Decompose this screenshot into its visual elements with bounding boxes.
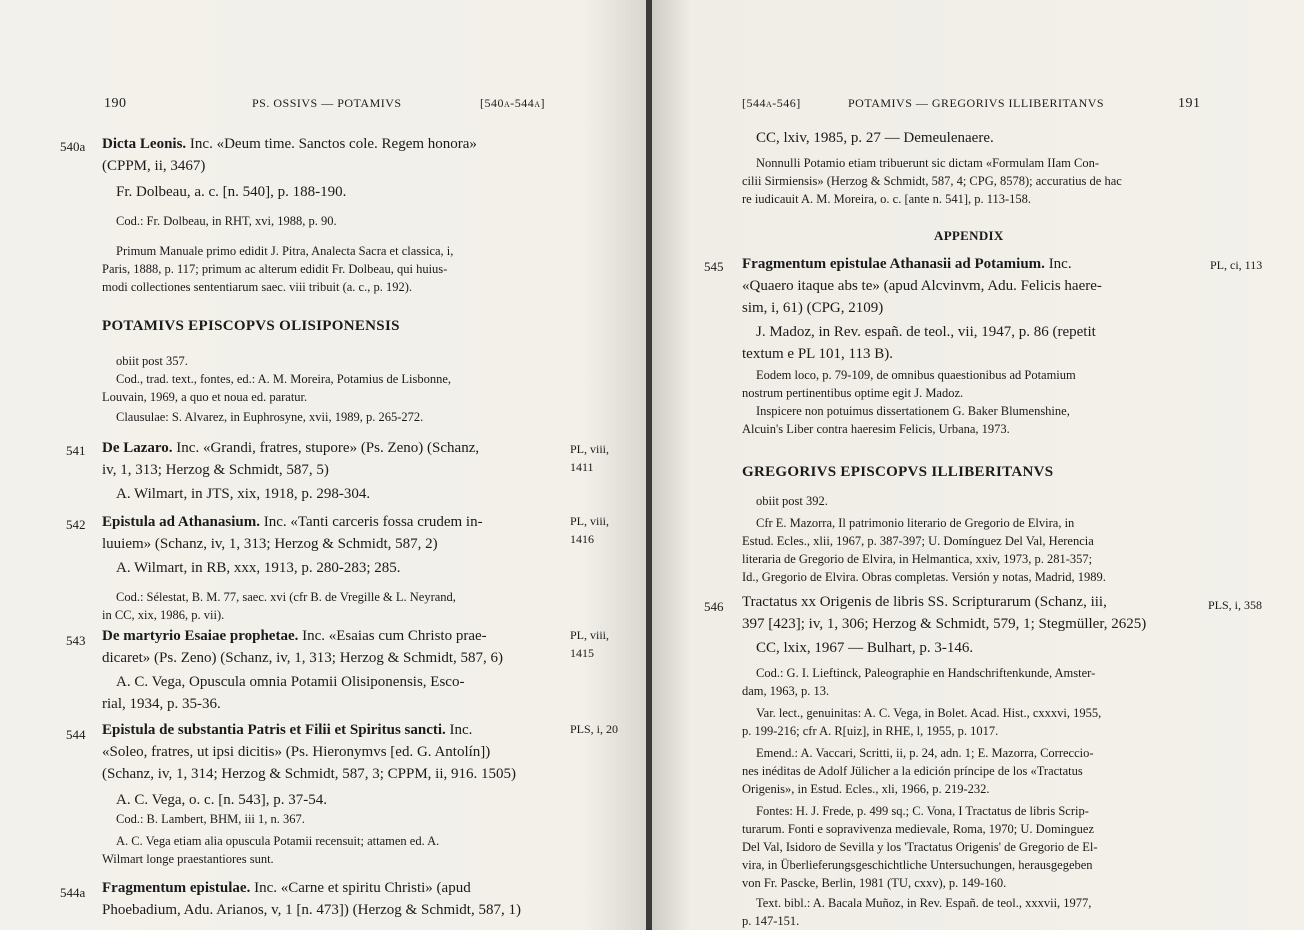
- entry-title-line: Tractatus xx Origenis de libris SS. Scripturarum (Schanz, iii,: [742, 594, 1107, 610]
- note-line: Del Val, Isidoro de Sevilla y los 'Tractatus Origenis' de Gregorio de El-: [742, 840, 1098, 854]
- note-line: Origenis», in Estud. Ecles., xli, 1966, p. 219-232.: [742, 782, 990, 796]
- edition-line: CC, lxiv, 1985, p. 27 — Demeulenaere.: [756, 130, 994, 146]
- entry-title-line: De Lazaro. Inc. «Grandi, fratres, stupore» (Ps. Zeno) (Schanz,: [102, 440, 480, 456]
- edition-line: CC, lxix, 1967 — Bulhart, p. 3-146.: [756, 640, 974, 656]
- note-line: vira, in Überlieferungsgeschichtliche Untersuchungen, herausgegeben: [742, 858, 1093, 872]
- text-line: obiit post 357.: [116, 354, 188, 368]
- margin-ref: 1416: [570, 532, 594, 546]
- note-line: cilii Sirmiensis» (Herzog & Schmidt, 587, 4; CPG, 8578); accuratius de hac: [742, 174, 1122, 188]
- note-line: Alcuin's Liber contra haeresim Felicis, Urbana, 1973.: [742, 422, 1010, 436]
- note-line: Id., Gregorio de Elvira. Obras completas. Versión y notas, Madrid, 1989.: [742, 570, 1106, 584]
- note-line: Eodem loco, p. 79-109, de omnibus quaestionibus ad Potamium: [756, 368, 1076, 382]
- note-line: von Fr. Pascke, Berlin, 1981 (TU, cxxv), p. 149-160.: [742, 876, 1007, 890]
- margin-ref: 1415: [570, 646, 594, 660]
- text-line: 397 [423]; iv, 1, 306; Herzog & Schmidt, 579, 1; Stegmüller, 2625): [742, 616, 1147, 632]
- edition-line: A. Wilmart, in JTS, xix, 1918, p. 298-304.: [116, 486, 371, 502]
- edition-line: rial, 1934, p. 35-36.: [102, 696, 221, 712]
- note-line: modi collectiones sententiarum saec. viii tribuit (a. c., p. 192).: [102, 280, 412, 294]
- left-running-head: PS. OSSIVS — POTAMIVS: [252, 96, 402, 110]
- note-line: turarum. Fonti e sopravivenza medievale, Roma, 1970; U. Dominguez: [742, 822, 1094, 836]
- margin-ref: PLS, i, 20: [570, 722, 619, 736]
- margin-ref: PL, ci, 113: [1210, 258, 1263, 272]
- edition-line: A. Wilmart, in RB, xxx, 1913, p. 280-283; 285.: [116, 560, 401, 576]
- entry-title-line: Epistula de substantia Patris et Filii et Spiritus sancti. Inc.: [102, 722, 473, 738]
- section-heading: GREGORIVS EPISCOPVS ILLIBERITANVS: [742, 464, 1054, 480]
- edition-line: J. Madoz, in Rev. españ. de teol., vii, 1947, p. 86 (repetit: [756, 324, 1096, 340]
- margin-ref: 1411: [570, 460, 594, 474]
- margin-ref: PLS, i, 358: [1208, 598, 1263, 612]
- entry-number: 540a: [60, 139, 86, 154]
- edition-line: textum e PL 101, 113 B).: [742, 346, 893, 362]
- entry-number: 542: [66, 517, 86, 532]
- text-line: luuiem» (Schanz, iv, 1, 313; Herzog & Schmidt, 587, 2): [102, 536, 438, 552]
- note-line: Estud. Ecles., xlii, 1967, p. 387-397; U. Domínguez Del Val, Herencia: [742, 534, 1094, 548]
- note-line: Cod.: Fr. Dolbeau, in RHT, xvi, 1988, p. 90.: [116, 214, 337, 228]
- note-line: Louvain, 1969, a quo et noua ed. paratur.: [102, 390, 308, 404]
- text-line: sim, i, 61) (CPG, 2109): [742, 300, 884, 316]
- note-line: Cfr E. Mazorra, Il patrimonio literario de Gregorio de Elvira, in: [756, 516, 1075, 530]
- edition-line: A. C. Vega, Opuscula omnia Potamii Olisiponensis, Esco-: [116, 674, 465, 690]
- left-page: [0, 0, 648, 930]
- left-page-number: 190: [104, 96, 127, 111]
- note-line: nostrum pertinentibus optime egit J. Madoz.: [742, 386, 964, 400]
- note-line: Emend.: A. Vaccari, Scritti, ii, p. 24, adn. 1; E. Mazorra, Correccio-: [756, 746, 1094, 760]
- entry-number: 545: [704, 259, 724, 274]
- text-line: (CPPM, ii, 3467): [102, 158, 206, 174]
- note-line: p. 199-216; cfr A. R[uiz], in RHE, l, 1955, p. 1017.: [742, 724, 999, 738]
- note-line: Cod.: Sélestat, B. M. 77, saec. xvi (cfr B. de Vregille & L. Neyrand,: [116, 590, 456, 604]
- entry-number: 543: [66, 633, 86, 648]
- note-line: dam, 1963, p. 13.: [742, 684, 830, 698]
- text-line: obiit post 392.: [756, 494, 828, 508]
- entry-number: 546: [704, 599, 724, 614]
- margin-ref: PL, viii,: [570, 628, 610, 642]
- note-line: nes inéditas de Adolf Jülicher a la edición príncipe de los «Tractatus: [742, 764, 1083, 778]
- edition-line: A. C. Vega, o. c. [n. 543], p. 37-54.: [116, 792, 327, 808]
- entry-number: 541: [66, 443, 86, 458]
- right-page-number: 191: [1178, 96, 1201, 111]
- note-line: literaria de Gregorio de Elvira, in Helmantica, xxiv, 1973, p. 281-357;: [742, 552, 1093, 566]
- note-line: p. 147-151.: [742, 914, 800, 928]
- entry-title-line: Epistula ad Athanasium. Inc. «Tanti carceris fossa crudem in-: [102, 514, 483, 530]
- note-line: Cod., trad. text., fontes, ed.: A. M. Moreira, Potamius de Lisbonne,: [116, 372, 452, 386]
- entry-title-line: Fragmentum epistulae. Inc. «Carne et spiritu Christi» (apud: [102, 880, 471, 896]
- note-line: Inspicere non potuimus dissertationem G. Baker Blumenshine,: [756, 404, 1070, 418]
- note-line: Cod.: B. Lambert, BHM, iii 1, n. 367.: [116, 812, 305, 826]
- entry-title-line: Fragmentum epistulae Athanasii ad Potamium. Inc.: [742, 256, 1072, 272]
- entry-title-line: De martyrio Esaiae prophetae. Inc. «Esaias cum Christo prae-: [102, 628, 487, 644]
- entry-number: 544: [66, 727, 86, 742]
- note-line: Fontes: H. J. Frede, p. 499 sq.; C. Vona, I Tractatus de libris Scrip-: [756, 804, 1089, 818]
- text-line: (Schanz, iv, 1, 314; Herzog & Schmidt, 587, 3; CPPM, ii, 916. 1505): [102, 766, 517, 782]
- right-running-head: POTAMIVS — GREGORIVS ILLIBERITANVS: [848, 96, 1105, 110]
- note-line: Clausulae: S. Alvarez, in Euphrosyne, xvii, 1989, p. 265-272.: [116, 410, 424, 424]
- note-line: Var. lect., genuinitas: A. C. Vega, in Bolet. Acad. Hist., cxxxvi, 1955,: [756, 706, 1102, 720]
- note-line: Paris, 1888, p. 117; primum ac alterum edidit Fr. Dolbeau, qui huius-: [102, 262, 448, 276]
- section-heading: POTAMIVS EPISCOPVS OLISIPONENSIS: [102, 318, 400, 334]
- note-line: in CC, xix, 1986, p. vii).: [102, 608, 225, 622]
- note-line: Cod.: G. I. Lieftinck, Paleographie en Handschriftenkunde, Amster-: [756, 666, 1096, 680]
- text-line: Phoebadium, Adu. Arianos, v, 1 [n. 473]) (Herzog & Schmidt, 587, 1): [102, 902, 521, 918]
- right-page-range: [544a-546]: [742, 96, 801, 110]
- text-line: «Quaero itaque abs te» (apud Alcvinvm, Adu. Felicis haere-: [742, 278, 1102, 294]
- edition-line: Fr. Dolbeau, a. c. [n. 540], p. 188-190.: [116, 184, 347, 200]
- text-line: «Soleo, fratres, ut ipsi dicitis» (Ps. Hieronymvs [ed. G. Antolín]): [102, 744, 491, 760]
- margin-ref: PL, viii,: [570, 442, 610, 456]
- left-page-range: [540a-544a]: [480, 96, 546, 110]
- right-page: [652, 0, 1304, 930]
- note-line: A. C. Vega etiam alia opuscula Potamii recensuit; attamen ed. A.: [116, 834, 440, 848]
- text-line: dicaret» (Ps. Zeno) (Schanz, iv, 1, 313; Herzog & Schmidt, 587, 6): [102, 650, 504, 666]
- note-line: Nonnulli Potamio etiam tribuerunt sic dictam «Formulam IIam Con-: [756, 156, 1099, 170]
- note-line: Wilmart longe praestantiores sunt.: [102, 852, 274, 866]
- note-line: Primum Manuale primo edidit J. Pitra, Analecta Sacra et classica, i,: [116, 244, 454, 258]
- note-line: Text. bibl.: A. Bacala Muñoz, in Rev. Españ. de teol., xxxvii, 1977,: [756, 896, 1092, 910]
- entry-number: 544a: [60, 885, 86, 900]
- note-line: re iudicauit A. M. Moreira, o. c. [ante n. 541], p. 113-158.: [742, 192, 1032, 206]
- section-heading: APPENDIX: [934, 228, 1004, 243]
- margin-ref: PL, viii,: [570, 514, 610, 528]
- entry-title-line: Dicta Leonis. Inc. «Deum time. Sanctos cole. Regem honora»: [102, 136, 477, 152]
- text-line: iv, 1, 313; Herzog & Schmidt, 587, 5): [102, 462, 329, 478]
